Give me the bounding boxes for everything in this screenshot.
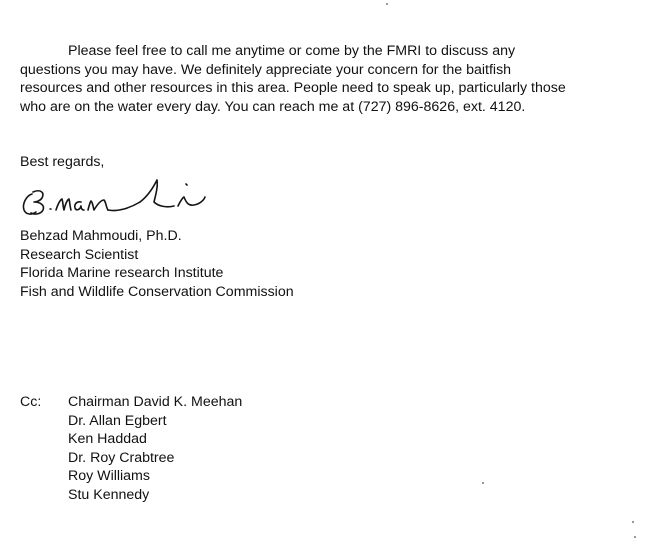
signer-title: Research Scientist	[20, 246, 139, 263]
paragraph-line: who are on the water every day. You can reach me at (727) 896-8626, ext. 4120.	[20, 98, 526, 115]
paragraph-line: resources and other resources in this area. People need to speak up, particularly those	[20, 80, 566, 97]
cc-recipient: Roy Williams	[68, 468, 150, 485]
cc-recipient: Stu Kennedy	[68, 486, 150, 503]
cc-recipient: Dr. Roy Crabtree	[68, 449, 175, 466]
scan-speck	[482, 482, 484, 484]
cc-recipient-list	[68, 393, 242, 505]
cc-recipient: Ken Haddad	[68, 431, 147, 448]
scan-speck	[632, 521, 634, 523]
cc-recipient: Chairman David K. Meehan	[68, 394, 243, 410]
handwritten-signature	[18, 172, 208, 224]
body-paragraph	[20, 42, 660, 116]
paragraph-line: questions you may have. We definitely appreciate your concern for the baitfish	[20, 61, 512, 78]
paragraph-line: Please feel free to call me anytime or come by the FMRI to discuss any	[68, 43, 516, 59]
signature-block	[20, 227, 294, 301]
cc-label: Cc:	[20, 394, 42, 410]
signer-institute: Florida Marine research Institute	[20, 265, 224, 282]
signer-name: Behzad Mahmoudi, Ph.D.	[20, 228, 182, 244]
scan-speck	[634, 536, 636, 538]
scan-speck	[386, 3, 388, 5]
signer-commission: Fish and Wildlife Conservation Commission	[20, 283, 294, 300]
cc-recipient: Dr. Allan Egbert	[68, 412, 167, 429]
closing-salutation: Best regards,	[20, 154, 105, 170]
